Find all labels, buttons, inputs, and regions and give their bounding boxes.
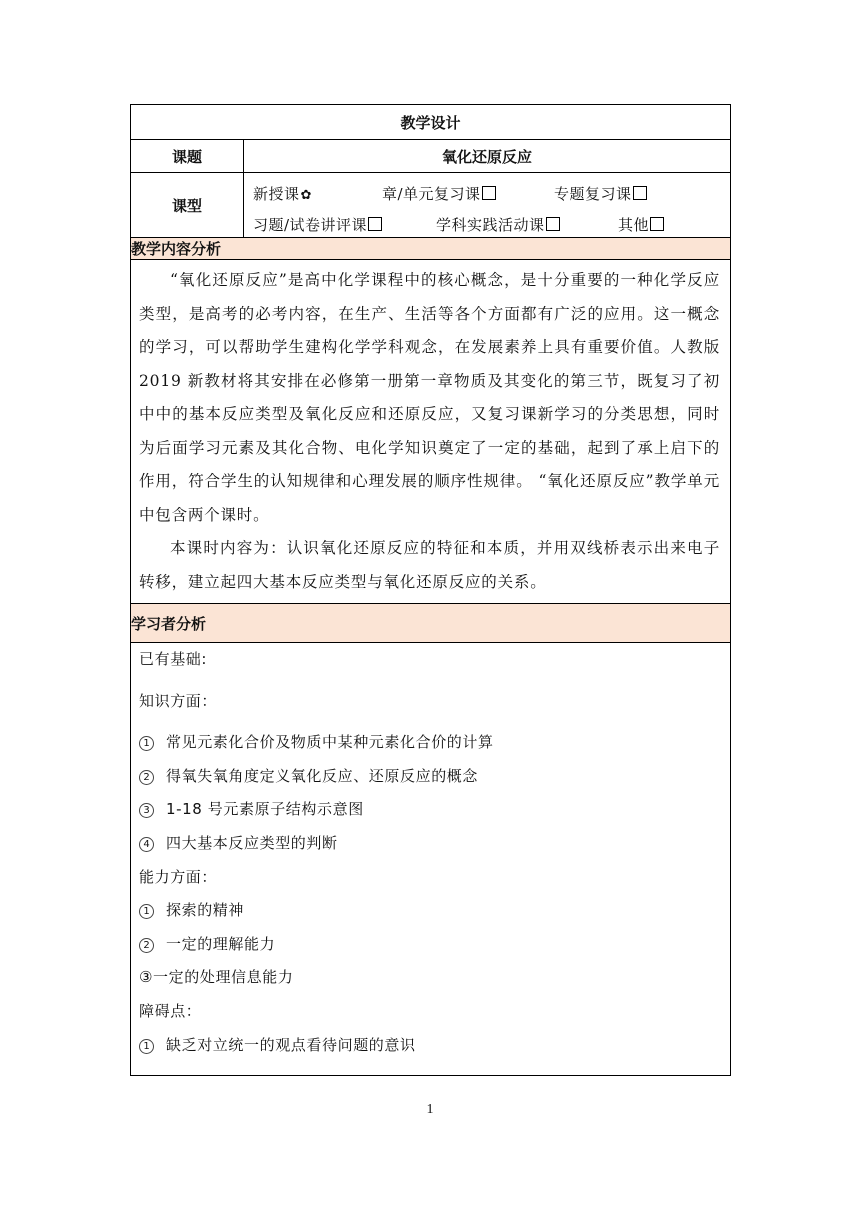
type-options-cell <box>244 173 731 238</box>
circled-number: 2 <box>139 770 154 785</box>
existing-basis: 已有基础: <box>139 650 208 668</box>
list-item-text: 得氧失氧角度定义氧化反应、还原反应的概念 <box>166 766 479 785</box>
content-paragraph: “氧化还原反应”是高中化学课程中的核心概念，是十分重要的一种化学反应类型，是高考的必考内容，在生产、生活等各个方面都有广泛的应用。这一概念的学习，可以帮助学生建构化学学科观念，在发展素养上具有重要价值。人教版 2019 新教材将其安排在必修第一册第一章物质及其变化的第三节，既复习了初中中的基本反应类型及氧化反应和还原反应，又复习课新学习的分类思想，同时为后面学习元素及其化合物、电化学知识奠定了一定的基础，起到了承上启下的作用，符合学生的认知规律和心理发展的顺序性规律。 “氧化还原反应”教学单元中包含两个课时。 <box>139 271 721 524</box>
list-item <box>139 894 722 928</box>
list-item <box>139 1029 722 1063</box>
type-option-other[interactable] <box>618 214 664 235</box>
type-option-unit-review[interactable] <box>382 183 496 204</box>
list-item: ③一定的处理信息能力 <box>139 968 294 987</box>
list-item-text: 常见元素化合价及物质中某种元素化合价的计算 <box>166 733 494 752</box>
topic-label: 课题 <box>131 140 244 173</box>
list-item <box>139 760 722 794</box>
knowledge-heading: 知识方面： <box>139 691 218 710</box>
checkbox-icon <box>650 217 664 231</box>
content-analysis-body <box>131 260 731 604</box>
list-item <box>139 726 722 760</box>
circled-number: 3 <box>139 803 154 818</box>
type-option-practice-activity[interactable] <box>436 214 560 235</box>
checkbox-icon <box>633 186 647 200</box>
circled-number: 4 <box>139 837 154 852</box>
circled-number: 1 <box>139 736 154 751</box>
content-paragraph: 本课时内容为：认识氧化还原反应的特征和本质，并用双线桥表示出来电子转移，建立起四大基本反应类型与氧化还原反应的关系。 <box>139 539 721 591</box>
list-item <box>139 928 722 962</box>
type-option-topic-review[interactable] <box>554 183 647 204</box>
list-item-text: 一定的理解能力 <box>166 934 276 953</box>
checkbox-icon <box>368 217 382 231</box>
type-option-label: 学科实践活动课 <box>436 216 545 234</box>
type-label: 课型 <box>131 173 244 238</box>
list-item-text: 探索的精神 <box>166 901 245 920</box>
topic-value: 氧化还原反应 <box>244 140 731 173</box>
circled-number: 2 <box>139 938 154 953</box>
learner-analysis-body <box>131 643 731 1076</box>
obstacle-heading: 障碍点： <box>139 1001 202 1020</box>
list-item <box>139 793 722 827</box>
list-item-text: 缺乏对立统一的观点看待问题的意识 <box>166 1035 416 1054</box>
list-item <box>139 827 722 861</box>
type-option-exercise-review[interactable] <box>253 214 382 235</box>
content-analysis-heading: 教学内容分析 <box>131 238 731 260</box>
checkbox-icon <box>546 217 560 231</box>
table-title: 教学设计 <box>131 105 731 140</box>
circled-number: 1 <box>139 1039 154 1054</box>
type-option-label: 专题复习课 <box>554 185 632 203</box>
type-option-label: 新授课 <box>253 185 300 203</box>
type-option-new-lesson[interactable] <box>253 183 312 204</box>
teaching-design-table <box>130 104 731 1076</box>
list-item-text: 四大基本反应类型的判断 <box>166 833 338 852</box>
checkbox-icon <box>482 186 496 200</box>
type-option-label: 章/单元复习课 <box>382 185 481 203</box>
type-option-label: 习题/试卷讲评课 <box>253 216 368 234</box>
circled-number: 1 <box>139 904 154 919</box>
type-option-label: 其他 <box>618 216 650 234</box>
selected-mark-icon: ✿ <box>300 188 312 203</box>
learner-analysis-heading: 学习者分析 <box>131 604 731 643</box>
ability-heading: 能力方面： <box>139 867 218 886</box>
page-number: 1 <box>426 1102 434 1117</box>
list-item-text: 1-18 号元素原子结构示意图 <box>166 800 364 819</box>
